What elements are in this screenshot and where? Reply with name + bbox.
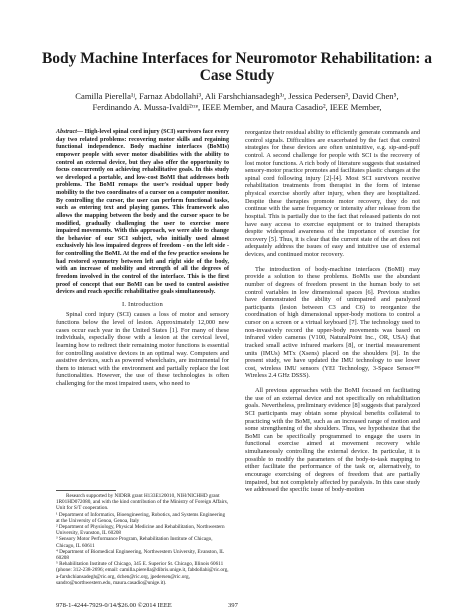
intro-paragraph-1: Spinal cord injury (SCI) causes a loss of motor and sensory functions below the level of lesion. Approximately 12,000 new cases occur each year in the United States [1]. For many of these individuals, especially those with a lesion at the cervical level, learning how to redirect their remaining motor functions is essential for controlling assistive devices in an optimal way. Computers and assistive devices, such as powered wheelchairs, are instrumental for them to interact with the environment and partially replace the lost functionalities. However, the use of these technologies is often challenging for the most impaired users, who need to: [56, 311, 229, 387]
footnotes: [56, 493, 229, 586]
footnote-affiliation-1: ¹ Department of Informatics, Bioengineering, Robotics, and Systems Engineering at the University of Genoa, Genoa, Italy: [56, 511, 226, 524]
copyright-line: 978-1-4244-7929-0/14/$26.00 ©2014 IEEE: [56, 602, 172, 609]
page-number: 397: [228, 602, 238, 609]
left-column: [56, 129, 229, 388]
right-paragraph-3: All previous approaches with the BoMI focused on facilitating the use of an external device and not specifically on rehabilitation goals. Nevertheless, preliminary evidence [8] suggests that paralyzed SCI participants may obtain some physical benefits collateral to practicing with the BoMI, such as an increased range of motion and some strengthening of the shoulders. Thus, we hypothesize that the BoMI can be specifically programmed to engage the users in functional exercise aimed at movement recovery while simultaneously controlling the external device. In particular, it is possible to modify the parameters of the body-to-task mapping to either facilitate the performance of the task or, alternatively, to encourage exercising of degrees of freedom that are partially impaired, but not completely affected by paralysis. In this case study we addressed the specific issue of body-motion: [245, 387, 420, 494]
author-line-2: Ferdinando A. Mussa-Ivaldi²ʳʴʶ, IEEE Member, and Maura Casadio², IEEE Member,: [92, 102, 382, 113]
author-list: [30, 91, 444, 113]
footnote-affiliation-5: ⁵ Rehabilitation Institute of Chicago, 345 E. Superior St. Chicago, Illinois 60611: [56, 561, 224, 568]
right-column: [245, 129, 420, 494]
abstract-text: — High-level spinal cord injury (SCI) survivors face every day two related problems: recovering motor skills and regaining functional independence. Body machine interfaces (BoMIs) empower people with sever motor disabilities with the ability to control an external device, but they also offer the opportunity to focus concurrently on achieving rehabilitative goals. In this study we developed a portable, and low-cost BoMI that addresses both problems. The BoMI remaps the user's residual upper body mobility to the two coordinates of a cursor on a computer monitor. By controlling the cursor, the user can perform functional tasks, such as entering text and playing games. This framework also allows the mapping between the body and the cursor space to be modified, gradually challenging the user to exercise more impaired movements. With this approach, we were able to change the behavior of our SCI subject, who initially used almost exclusively his less impaired degrees of freedom - on the left side - for controlling the BoMI. At the end of the few practice sessions he had restored symmetry between left and right side of the body, with an increase of mobility and strength of all the degrees of freedom involved in the control of the interface. This is the first proof of concept that our BoMI can be used to control assistive devices and reach specific rehabilitative goals simultaneously.: [56, 129, 229, 296]
paper-title: Body Machine Interfaces for Neuromotor Rehabilitation: a Case Study: [41, 50, 433, 84]
abstract-label: Abstract: [56, 129, 77, 135]
right-paragraph-1: reorganize their residual ability to efficiently generate commands and control signals. Difficulties are exacerbated by the fact that control strategies for these devices are often unintuitive, e.g. sip-and-puff control. A second challenge for people with SCI is the recovery of lost motor functions. A rich body of literature suggests that sustained sensory-motor practice promotes and facilitates plastic changes at the spinal cord following injury [2]-[4]. Most SCI survivors receive rehabilitation treatments from therapist in the form of intense physical exercise shortly after injury, when they are hospitalized. Despite these therapies promote motor recovery, they do not continue with the same frequency or intensity after release from the hospital. This is partially due to the fact that released patients do not have easy access to exercise equipment or to trained therapists despite widespread awareness of the importance of exercise for recovery [5]. Thus, it is clear that the current state of the art does not adequately address the issues of easy and intuitive use of external devices, and continued motor recovery.: [245, 129, 420, 258]
footnote-affiliation-3: ³ Sensory Motor Performance Program, Rehabilitation Institute of Chicago, Chicago, IL 60611: [56, 536, 213, 549]
footnote-affiliation-4: ⁴ Department of Biomedical Engineering, Northwestern University, Evanston, IL 60208: [56, 548, 224, 562]
footnote-affiliation-2: ² Department of Physiology, Physical Medicine and Rehabilitation, Northwestern University, Evanston, IL 60208: [56, 524, 225, 537]
footnote-funding: Research supported by NIDRR grant H133E120010, NIH/NICHHD grant 1R01HD072080, and with the kind contribution of the Ministry of Foreign Affairs, Unit for S/T cooperation.: [56, 493, 229, 512]
abstract: [56, 129, 229, 297]
right-paragraph-2: The introduction of body-machine interfaces (BoMI) may provide a solution to these problems. BoMIs use the abundant number of degrees of freedom present in the human body to set control variables in low dimensional spaces [6]. Previous studies have demonstrated the ability of unimpaired and paralyzed participants (lesion between C3 and C6) to reorganize the coordination of high dimensional upper-body motions to control a cursor on a screen or a virtual keyboard [7]. The technology used to non-invasively record the upper-body movements was based on infrared video cameras (V100, NaturalPoint Inc., OR, USA) that tracked small active infrared markers [8], or inertial measurement units (IMUs) MTx (Xsens) placed on the shoulders [9]. In the present study, we have updated the IMU technology to use lower cost, wireless IMU sensors (YEI Technology, 3-Space Sensor™ Wireless 2.4 GHz DSSS).: [245, 265, 420, 380]
author-line-1: Camilla Pierella¹ʲ, Farnaz Abdollahi³, Ali Farshchiansadegh³ʴ, Jessica Pedersen³, David Chen⁵,: [75, 91, 399, 101]
footnote-contact: (phone: 312-238-2696; email: camilla.pierella@dibris.unige.it, fabdollahi@ric.org, a-farshchiansadegh@ric.org, dchen@ric.org, jpedersen@ric.org, sandro@northwestern.edu, maura.casadio@unige.it).: [56, 567, 229, 586]
section-heading-introduction: I. Introduction: [121, 300, 164, 308]
footnote-rule: [56, 490, 116, 491]
